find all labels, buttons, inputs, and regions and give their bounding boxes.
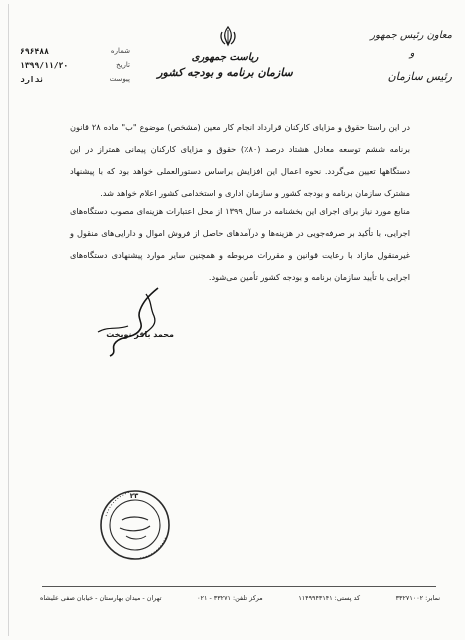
handwritten-signature [88,286,178,360]
footer-address: تهران - میدان بهارستان - خیابان صفی علیشاه [40,594,162,602]
recipient-line1: معاون رئیس جمهور [370,30,452,41]
letter-attachment-row [20,72,130,86]
org-name-line1: ریاست جمهوری [191,52,259,63]
stamp-number: ۲۳ [129,492,139,500]
letter-footer [40,594,440,602]
body-paragraph-2: منابع مورد نیاز برای اجرای این بخشنامه در سال ۱۳۹۹ از محل اعتبارات هزینه‌ای مصوب دستگاه‌های اجرایی، با تأکید بر صرفه‌جویی در هزینه‌ها و درآمدهای حاصل از فروش اموال و دارایی‌های منقول و غیرمنقول مازاد با رعایت قوانین و مقررات مربوطه و همچنین سایر موارد پیشنهادی دستگاه‌های اجرایی با تأیید سازمان برنامه و بودجه کشور تأمین می‌شود. [70,206,410,282]
letter-metadata [20,44,130,86]
letter-attachment-value: ندارد [20,74,45,84]
footer-postal-code: کد پستی: ۱۱۴۹۹۴۳۱۴۱ [298,594,360,602]
footer-phone: مرکز تلفن: ۳۳۲۷۱ - ۰۲۱ [197,594,263,602]
recipient-line3: رئیس سازمان [387,70,452,83]
letter-date-row [20,58,130,72]
letter-attachment-label: پیوست [109,75,130,83]
letter-number-value: ۶۹۶۴۸۸ [20,46,49,56]
letter-number-label: شماره [110,47,130,55]
letter-date-value: ۱۳۹۹/۱۱/۲۰ [20,60,69,70]
recipient-line2: و [409,48,415,59]
org-name-line2: سازمان برنامه و بودجه کشور [157,66,293,79]
iran-emblem-icon [216,24,240,48]
body-paragraph-1: در این راستا حقوق و مزایای کارکنان قرارداد انجام کار معین (مشخص) موضوع "ب" ماده ۲۸ قانون برنامه ششم توسعه معادل هشتاد درصد (۸۰٪) حقوق و مزایای کارکنان پیمانی همتراز در این دستگاهها تعیین می‌گردد. نحوه اعمال این افزایش براساس دستورالعملی خواهد بود که با پیشنهاد مشترک سازمان برنامه و بودجه کشور و سازمان اداری و استخدامی کشور اعلام خواهد شد. [70,122,410,198]
letter-date-label: تاریخ [116,61,130,69]
signatory-name: محمد باقر نوبخت [106,330,174,339]
footer-fax: نمابر: ۳۳۲۷۱۰۰۲ [395,594,440,602]
footer-divider [42,586,436,587]
letter-number-row [20,44,130,58]
